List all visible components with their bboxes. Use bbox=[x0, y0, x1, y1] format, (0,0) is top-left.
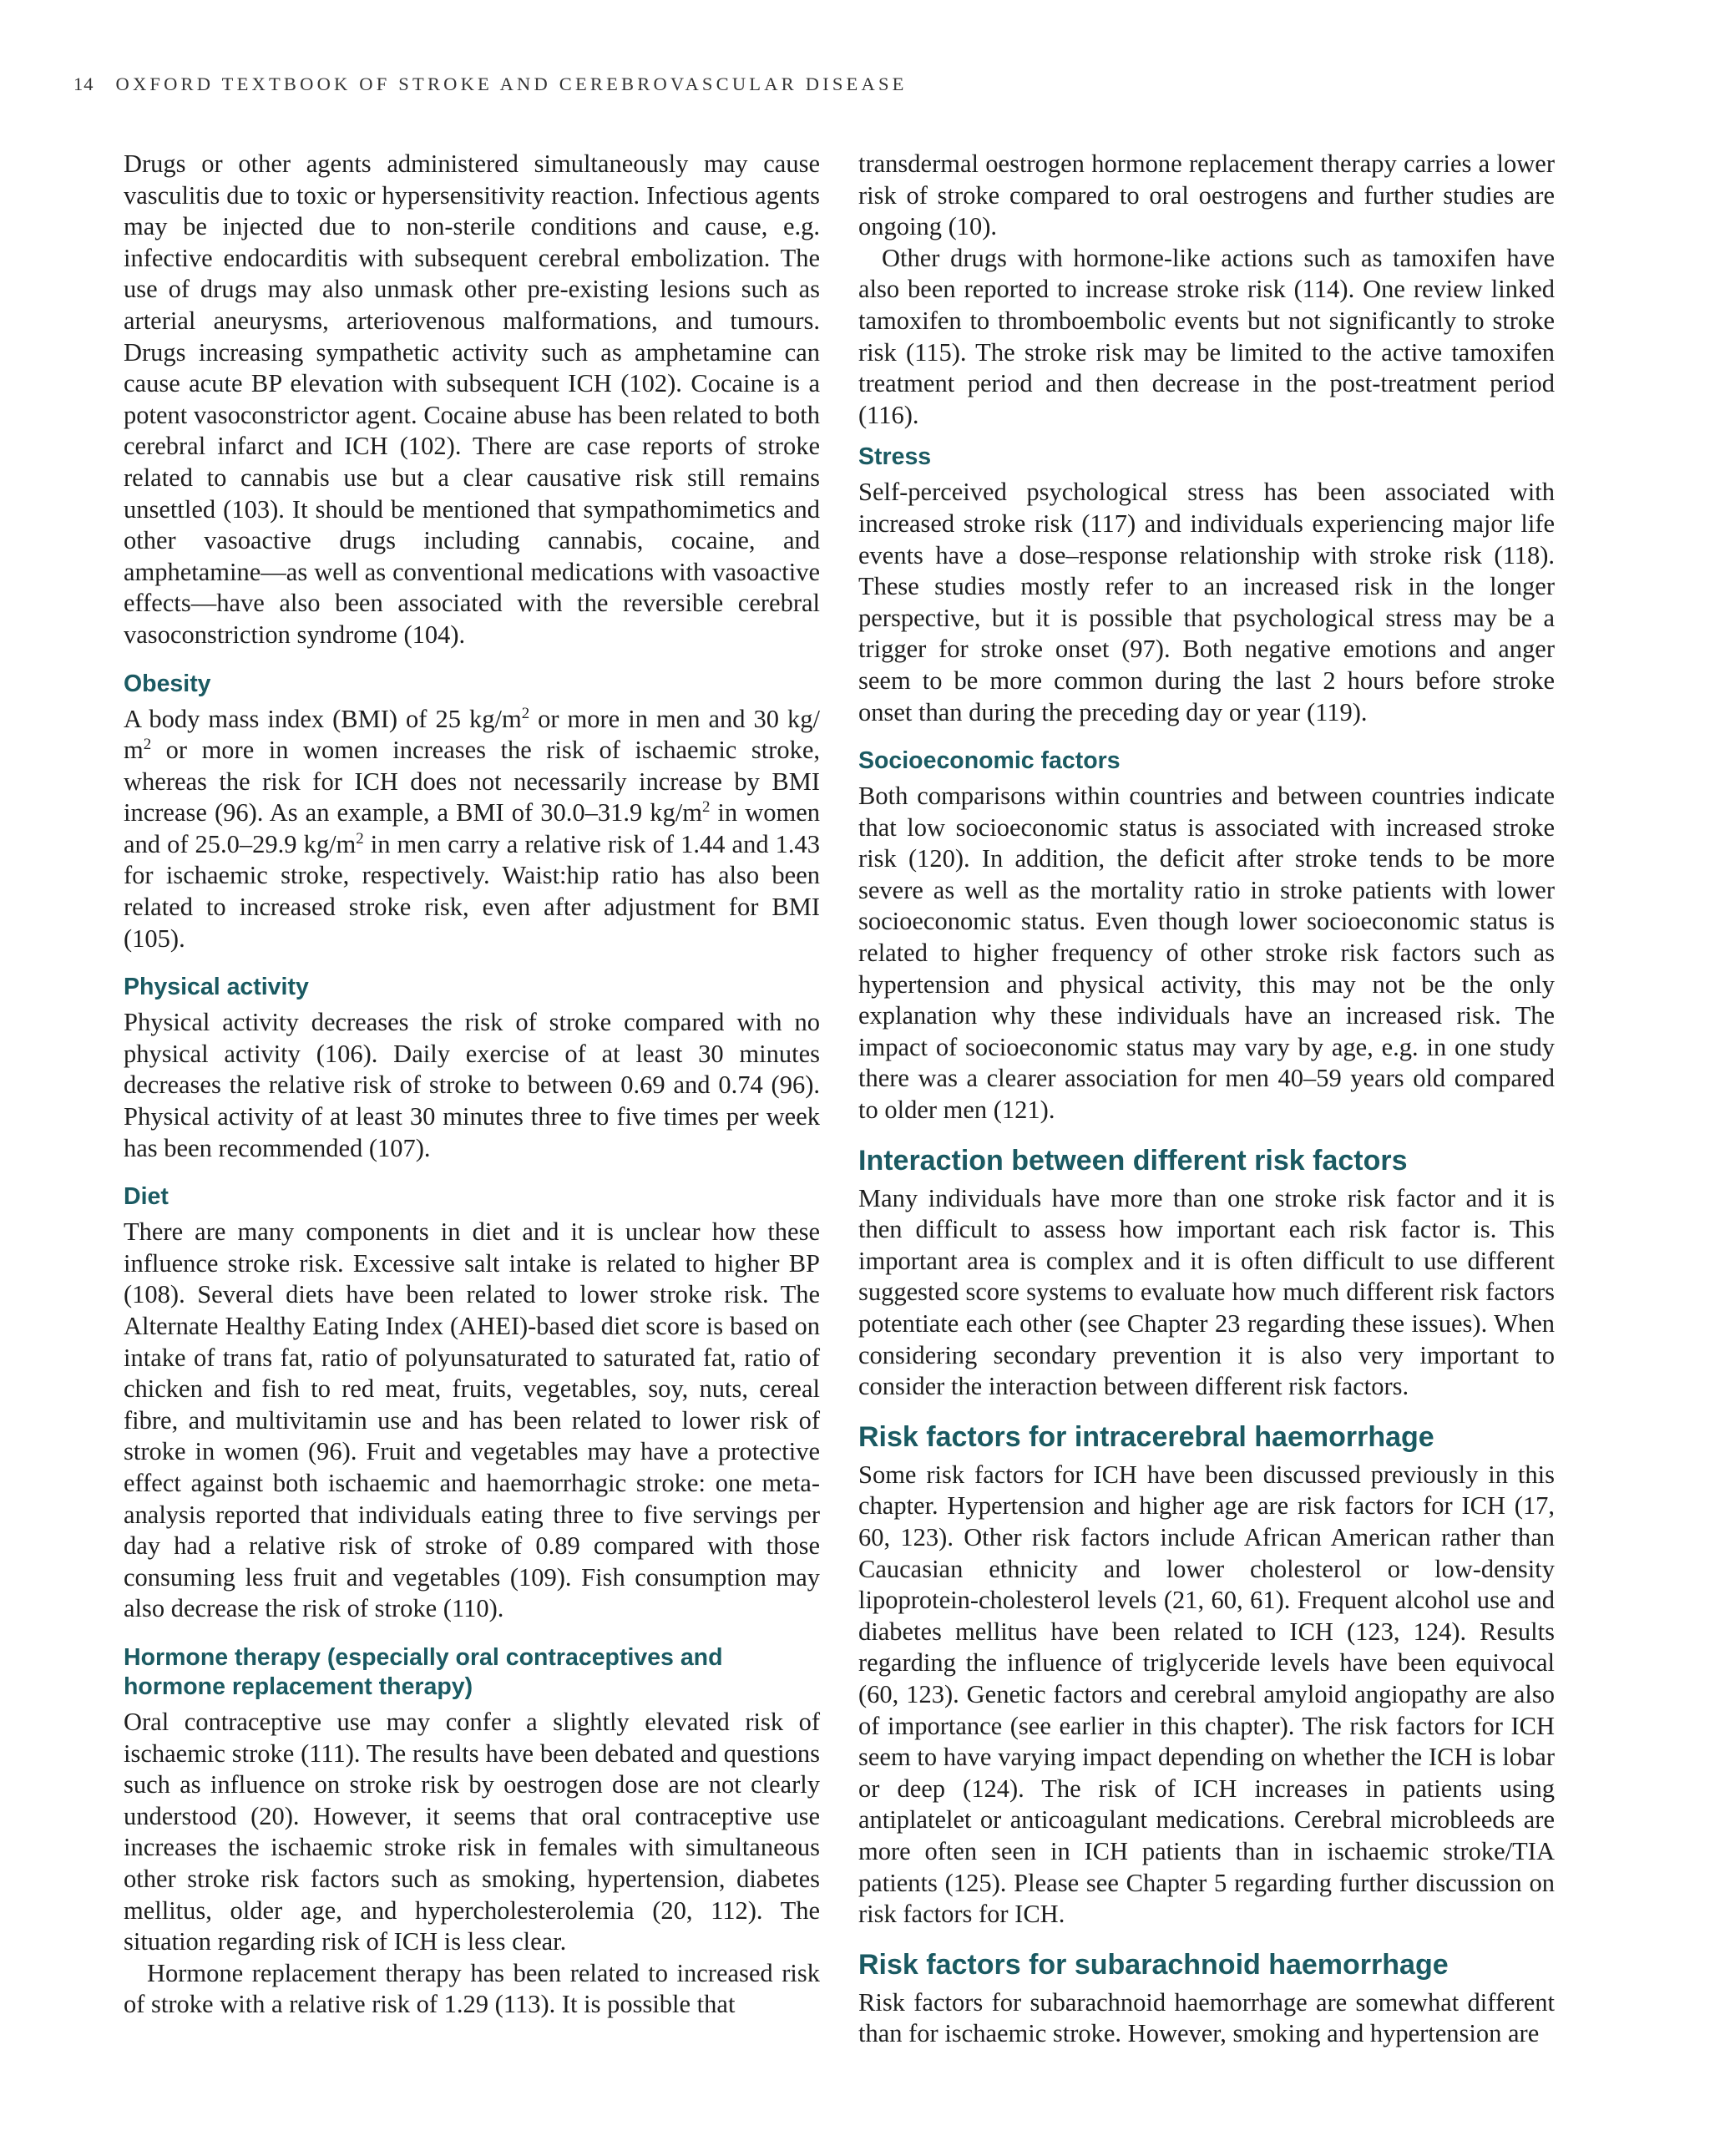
socioeconomic-heading: Socioeconomic factors bbox=[858, 747, 1121, 775]
ich-heading: Risk factors for intracerebral haemorrhage bbox=[858, 1420, 1434, 1453]
physical-activity-heading: Physical activity bbox=[124, 974, 309, 1001]
right-column bbox=[858, 149, 1555, 2050]
hormone-therapy-heading: Hormone therapy (especially oral contraceptives and hormone replacement therapy) bbox=[124, 1643, 723, 1700]
socioeconomic-paragraph: Both comparisons within countries and between countries indicate that low socioeconomic status is associated with increased stroke risk (120). In addition, the deficit after stroke tends to be more severe as well as the mortality ratio in stroke patients with lower socioeconomic status. Even though lower socioeconomic status is related to higher frequency of other stroke risk factors such as hypertension and physical activity, this may not be the only explanation why these individuals have an increased risk. The impact of socioeconomic status may vary by age, e.g. in one study there was a clearer association for men 40–59 years old compared to older men (121). bbox=[858, 782, 1555, 1125]
sah-heading: Risk factors for subarachnoid haemorrhage bbox=[858, 1948, 1449, 1981]
hormone-paragraph-1: Oral contraceptive use may confer a slightly elevated risk of ischaemic stroke (111). The results have been debated and questions such as influence on stroke risk by oestrogen dose are not clearly understood (20). However, it seems that oral contraceptive use increases the ischaemic stroke risk in females with simultaneous other stroke risk factors such as smoking, hypertension, diabetes mellitus, older age, and hypercholesterolemia (20, 112). The situation regarding risk of ICH is less clear. bbox=[124, 1707, 820, 1956]
tamoxifen-paragraph: Other drugs with hormone-like actions such as tamoxifen have also been reported to increase stroke risk (114). One review linked tamoxifen to thromboembolic events but not significantly to stroke risk (115). The stroke risk may be limited to the active tamoxifen treatment period and then decrease in the post-treatment period (116). bbox=[858, 243, 1555, 429]
physical-activity-paragraph: Physical activity decreases the risk of stroke compared with no physical activity (106). Daily exercise of at least 30 minutes decreases the relative risk of stroke to between 0.69 and 0.74 (96). Physical activity of at least 30 minutes three to five times per week has been recommended (107). bbox=[124, 1008, 820, 1162]
obesity-paragraph: A body mass index (BMI) of 25 $kg/m^2$ or more in men and 30 kg/ $m^2$ or more in women increases the risk of ischaemic stroke, whereas the risk for ICH does not necessarily increase by BMI increase (96). As an example, a BMI of 30.0–31.9 $kg/m^2$ in women and of 25.0–29.9 $kg/m^2$ in men carry a relative risk of 1.44 and 1.43 for ischaemic stroke, respectively. Waist:hip ratio has also been related to increased stroke risk, even after adjustment for BMI (105). bbox=[124, 704, 820, 953]
stress-heading: Stress bbox=[858, 443, 932, 471]
obesity-heading: Obesity bbox=[124, 670, 211, 697]
hormone-paragraph-2: Hormone replacement therapy has been related to increased risk of stroke with a relative risk of 1.29 (113). It is possible that bbox=[124, 1958, 820, 2019]
diet-paragraph: There are many components in diet and it is unclear how these influence stroke risk. Excessive salt intake is related to higher BP (108). Several diets have been related to lower stroke risk. The Alternate Healthy Eating Index (AHEI)-based diet score is based on intake of trans fat, ratio of polyunsaturated to saturated fat, ratio of chicken and fish to red meat, fruits, vegetables, soy, nuts, cereal fibre, and multivitamin use and has been related to lower risk of stroke in women (96). Fruit and vegetables may have a protective effect against both ischaemic and haemorrhagic stroke: one meta-analysis reported that individuals eating three to five servings per day had a relative risk of stroke of 0.89 compared with those consuming less fruit and vegetables (109). Fish consumption may also decrease the risk of stroke (110). bbox=[124, 1217, 820, 1623]
ich-paragraph: Some risk factors for ICH have been discussed previously in this chapter. Hypertension and higher age are risk factors for ICH (17, 60, 123). Other risk factors include African American rather than Caucasian ethnicity and lower cholesterol or low-density lipoprotein-cholesterol levels (21, 60, 61). Frequent alcohol use and diabetes mellitus have been related to ICH (123, 124). Results regarding the influence of triglyceride levels have been equivocal (60, 123). Genetic factors and cerebral amyloid angiopathy are also of importance (see earlier in this chapter). The risk factors for ICH seem to have varying impact depending on whether the ICH is lobar or deep (124). The risk of ICH increases in patients using antiplatelet or anticoagulant medications. Cerebral microbleeds are more often seen in ICH patients than in ischaemic stroke/TIA patients (125). Please see Chapter 5 regarding further discussion on risk factors for ICH. bbox=[858, 1460, 1555, 1929]
left-column bbox=[124, 149, 820, 2021]
page-number: 14 bbox=[73, 73, 94, 94]
stress-paragraph: Self-perceived psychological stress has been associated with increased stroke risk (117) and individuals experiencing major life events have a dose–response relationship with stroke risk (118). These studies mostly refer to an increased risk in the longer perspective, but it is possible that psychological stress may be a trigger for stroke onset (97). Both negative emotions and anger seem to be more common during the last 2 hours before stroke onset than during the preceding day or year (119). bbox=[858, 478, 1555, 726]
hormone-continuation-paragraph: transdermal oestrogen hormone replacement therapy carries a lower risk of stroke compared to oral oestrogens and further studies are ongoing (10). bbox=[858, 149, 1555, 241]
interaction-paragraph: Many individuals have more than one stroke risk factor and it is then difficult to assess how important each risk factor is. This important area is complex and it is often difficult to use different suggested score systems to evaluate how much different risk factors potentiate each other (see Chapter 23 regarding these issues). When considering secondary prevention it is also very important to consider the interaction between different risk factors. bbox=[858, 1183, 1555, 1401]
drugs-paragraph: Drugs or other agents administered simultaneously may cause vasculitis due to toxic or hypersensitivity reaction. Infectious agents may be injected due to non-sterile conditions and cause, e.g. infective endocarditis with subsequent cerebral embolization. The use of drugs may also unmask other pre-existing lesions such as arterial aneurysms, arteriovenous malformations, and tumours. Drugs increasing sympathetic activity such as amphetamine can cause acute BP elevation with subsequent ICH (102). Cocaine is a potent vasoconstrictor agent. Cocaine abuse has been related to both cerebral infarct and ICH (102). There are case reports of stroke related to cannabis use but a clear causative risk still remains unsettled (103). It should be mentioned that sympathomimetics and other vasoactive drugs including cannabis, cocaine, and amphetamine—as well as conventional medications with vasoactive effects—have also been associated with the reversible cerebral vasoconstriction syndrome (104). bbox=[124, 149, 820, 649]
diet-heading: Diet bbox=[124, 1183, 169, 1211]
interaction-heading: Interaction between different risk factors bbox=[858, 1144, 1408, 1177]
book-title: OXFORD TEXTBOOK OF STROKE AND CEREBROVASCULAR DISEASE bbox=[115, 73, 908, 94]
running-head bbox=[73, 73, 908, 95]
sah-paragraph: Risk factors for subarachnoid haemorrhage are somewhat different than for ischaemic stroke. However, smoking and hypertension are bbox=[858, 1987, 1555, 2048]
